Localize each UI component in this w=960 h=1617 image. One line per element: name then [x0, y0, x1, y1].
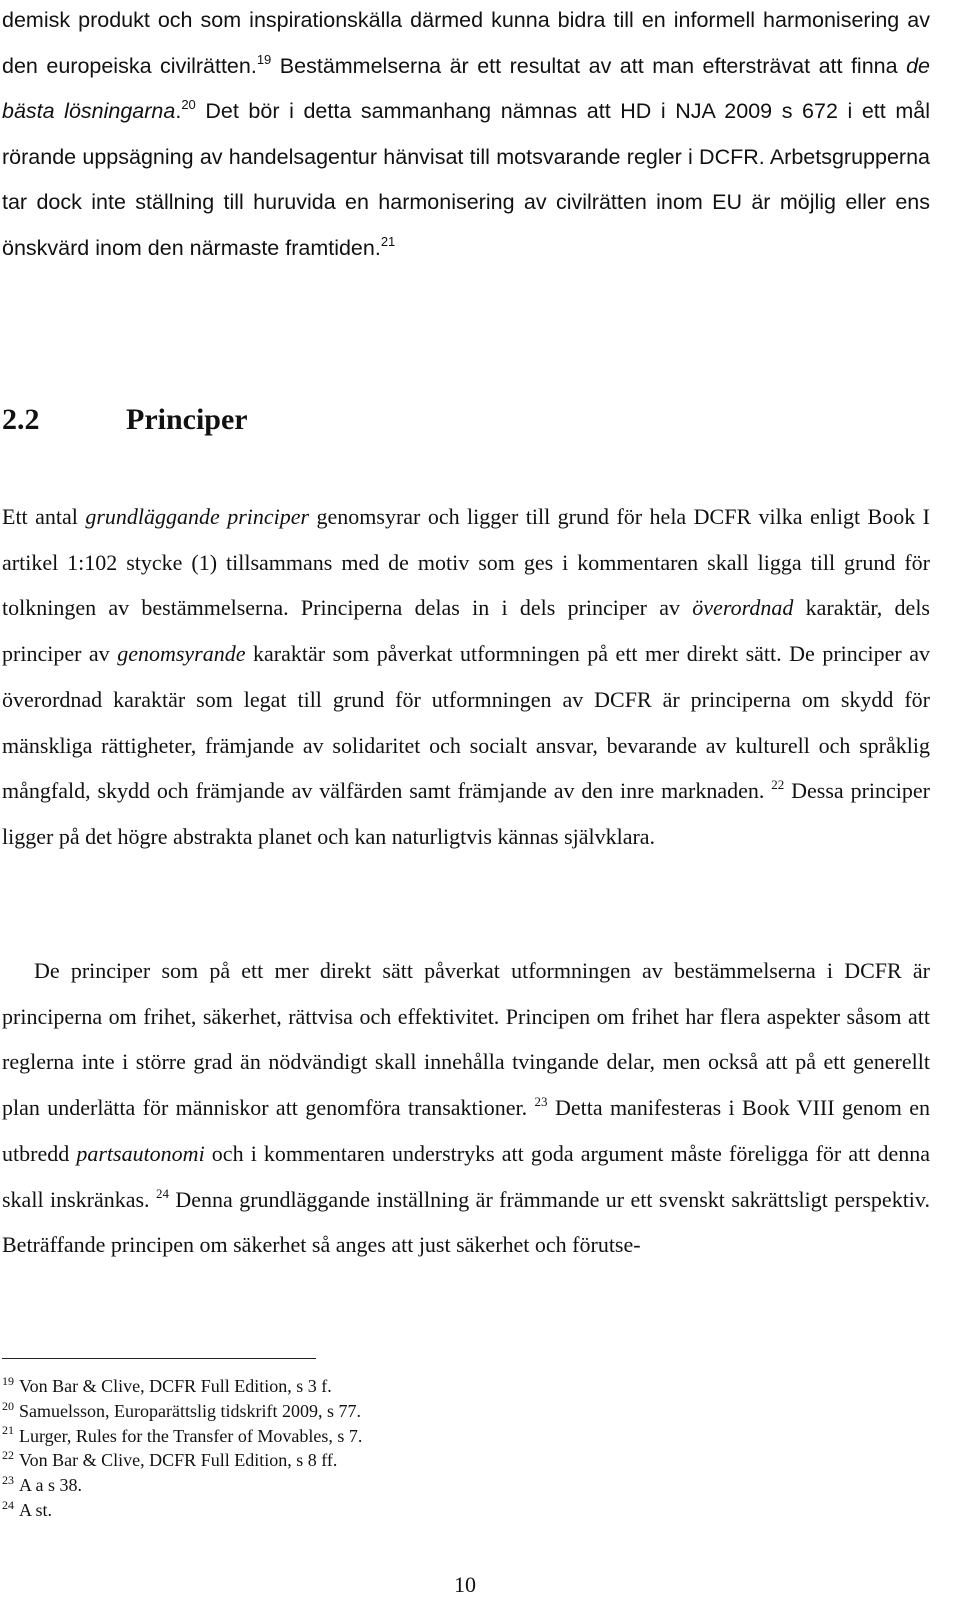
text-run: Denna grundläggande inställning är främmande ur ett svenskt sakrättsligt perspektiv. Beträffande principen om säkerhet så anges att just säkerhet och förutse- — [2, 1186, 930, 1258]
text-run: Detta manifesteras i Book VIII genom en utbredd — [2, 1095, 931, 1166]
page-number: 10 — [454, 1572, 476, 1597]
footnote-20 — [2, 1399, 902, 1424]
footnote-19 — [2, 1374, 902, 1399]
footnote-22 — [2, 1448, 902, 1473]
footnote-number: 19 — [2, 1373, 14, 1388]
text-run: Ett antal — [2, 504, 86, 529]
footnote-ref-19[interactable]: 19 — [256, 51, 272, 67]
footnote-21 — [2, 1424, 902, 1449]
section-title: Principer — [126, 403, 248, 436]
footnote-ref-22[interactable]: 22 — [771, 777, 785, 793]
footnote-number: 21 — [2, 1423, 14, 1438]
footnote-text: Von Bar & Clive, DCFR Full Edition, s 3 f. — [19, 1376, 332, 1396]
text-run: genomsyrar och ligger till grund för hela DCFR vilka enligt Book I artikel 1:102 stycke (1) tillsammans med de motiv som ges i kommentaren skall ligga till grund för tolkningen av bestämmelserna. Principerna delas in i dels principer av — [2, 504, 930, 621]
emphasis-text: överordnad — [692, 595, 794, 621]
text-run: karaktär, dels principer av — [2, 595, 930, 667]
footnote-ref-21[interactable]: 21 — [380, 233, 396, 249]
footnote-number: 20 — [2, 1398, 14, 1413]
text-run: och i kommentaren understryks att goda argument måste föreligga för att denna skall inskränkas. — [2, 1140, 930, 1212]
text-run: . — [175, 99, 182, 123]
text-run: demisk produkt och som inspirationskälla därmed kunna bidra till en informell harmonisering av den europeiska civilrätten. — [2, 8, 930, 78]
footnote-ref-24[interactable]: 24 — [155, 1185, 169, 1201]
text-run: Dessa principer ligger på det högre abstrakta planet och kan naturligtvis kännas självklara. — [2, 778, 930, 849]
footnote-number: 24 — [2, 1497, 14, 1512]
section-heading — [2, 400, 248, 440]
footnote-text: Lurger, Rules for the Transfer of Movables, s 7. — [19, 1425, 363, 1446]
footnote-ref-23[interactable]: 23 — [534, 1094, 548, 1110]
emphasis-text: genomsyrande — [117, 641, 246, 667]
footnote-text: A a s 38. — [19, 1475, 82, 1496]
text-run: De principer som på ett mer direkt sätt påverkat utformningen av bestämmelserna i DCFR är principerna om frihet, säkerhet, rättvisa och effektivitet. Principen om frihet har flera aspekter såsom att reglerna inte i större grad än nödvändigt skall innehålla tvingande delar, men också att på ett generellt plan underlätta för människor att genomföra transaktioner. — [2, 958, 930, 1121]
paragraph-direct-principles — [2, 948, 930, 1268]
footnote-text: Von Bar & Clive, DCFR Full Edition, s 8 ff. — [19, 1450, 338, 1471]
footnote-text: Samuelsson, Europarättslig tidskrift 2009, s 77. — [19, 1400, 361, 1421]
footnote-number: 22 — [2, 1448, 14, 1463]
footnote-divider — [2, 1358, 316, 1359]
footnote-ref-20[interactable]: 20 — [181, 96, 196, 112]
emphasis-text: grundläggande principer — [85, 504, 310, 529]
paragraph-principles — [2, 494, 930, 860]
footnotes — [2, 1374, 902, 1523]
emphasis-text: de bästa lösningarna — [2, 53, 930, 123]
text-run: karaktär som påverkat utformningen på ett mer direkt sätt. De principer av överordnad karaktär som legat till grund för utformningen av DCFR är principerna om skydd för mänskliga rättigheter, främjande av solidaritet och socialt ansvar, bevarande av kulturell och språklig mångfald, skydd och främjande av välfärden samt främjande av den inre marknaden. — [2, 641, 931, 804]
section-number: 2.2 — [2, 403, 40, 436]
footnote-23 — [2, 1473, 902, 1498]
footnote-24 — [2, 1498, 902, 1523]
paragraph-intro — [2, 0, 930, 271]
text-run: Bestämmelserna är ett resultat av att man eftersträvat att finna — [279, 53, 907, 78]
emphasis-text: partsautonomi — [76, 1140, 205, 1166]
footnote-number: 23 — [2, 1473, 14, 1487]
footnote-text: A st. — [19, 1499, 53, 1520]
text-run: Det bör i detta sammanhang nämnas att HD i NJA 2009 s 672 i ett mål rörande uppsägning av handelsagentur hänvisat till motsvarande regler i DCFR. Arbetsgrupperna tar dock inte ställning till huruvida en harmonisering av civilrätten inom EU är möjlig eller ens önskvärd inom den närmaste framtiden. — [2, 99, 930, 260]
